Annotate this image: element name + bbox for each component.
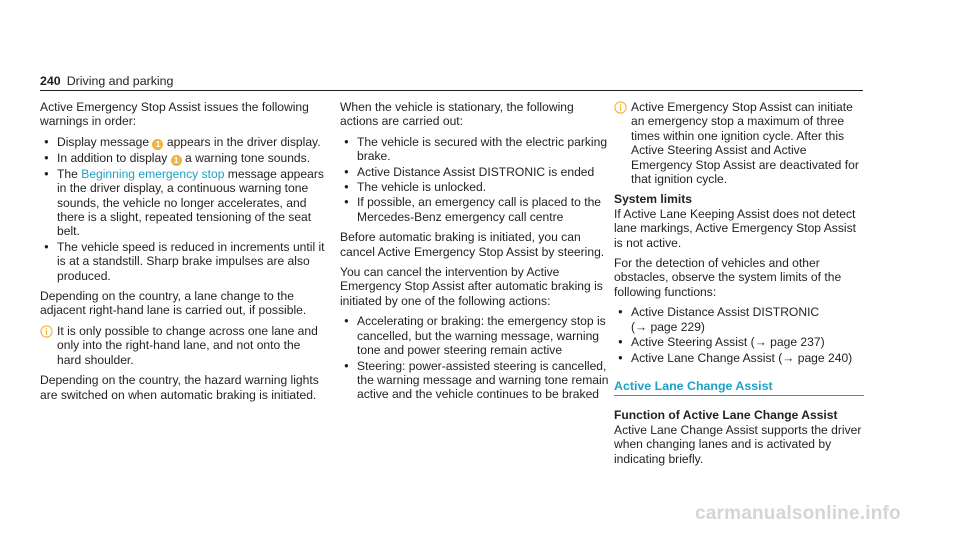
warnings-intro: Active Emergency Stop Assist issues the following warnings in order: xyxy=(40,100,309,129)
list-item: ● Active Lane Change Assist (→ page 240) xyxy=(614,351,864,365)
list-item: ● Active Steering Assist (→ page 237) xyxy=(614,335,864,349)
list-item: ● If possible, an emergency call is placed to the Mercedes-Benz emergency call centre xyxy=(340,195,610,224)
page-reference-link[interactable]: (→ page 240) xyxy=(778,350,853,365)
list-item: ● Accelerating or braking: the emergency stop is cancelled, but the warning message, warning tone and power steering remain active xyxy=(340,314,610,357)
list-item: ● The vehicle is secured with the electric parking brake. xyxy=(340,135,610,164)
column-1 xyxy=(40,100,327,408)
list-item: ● Active Distance Assist DISTRONIC is ended xyxy=(340,165,610,179)
list-item: ● In addition to display 1 a warning tone sounds. xyxy=(40,151,327,166)
list-item: ● Display message 1 appears in the driver display. xyxy=(40,135,327,150)
list-item: ● The vehicle is unlocked. xyxy=(340,180,610,194)
column-3 xyxy=(614,100,864,472)
page-reference-link[interactable]: (→ page 229) xyxy=(631,319,705,334)
list-item: ● Steering: power-assisted steering is cancelled, the warning message and warning tone remain active and the vehicle continues to be braked xyxy=(340,359,610,402)
column-2 xyxy=(340,100,610,408)
detection-paragraph: For the detection of vehicles and other obstacles, observe the system limits of the following functions: xyxy=(614,256,842,299)
note-block xyxy=(614,100,864,186)
number-badge: 1 xyxy=(152,139,163,150)
limits-paragraph: If Active Lane Keeping Assist does not detect lane markings, Active Emergency Stop Assist is not active. xyxy=(614,206,856,250)
list-item: ● Active Distance Assist DISTRONIC (→ page 229) xyxy=(614,305,864,334)
cancel-after-paragraph: You can cancel the intervention by Active Emergency Stop Assist after automatic braking is initiated by one of the following actions: xyxy=(340,265,603,308)
page-reference-link[interactable]: (→ page 237) xyxy=(750,335,825,350)
lane-change-paragraph: Depending on the country, a lane change to the adjacent right-hand lane is carried out, if possible. xyxy=(40,289,307,318)
chapter-title: Driving and parking xyxy=(66,74,174,88)
info-icon xyxy=(614,101,627,114)
hazard-paragraph: Depending on the country, the hazard warning lights are switched on when automatic braking is initiated. xyxy=(40,373,319,402)
functions-list xyxy=(614,305,864,365)
function-paragraph: Active Lane Change Assist supports the driver when changing lanes and is activated by indicating briefly. xyxy=(614,422,862,466)
section-title: Active Lane Change Assist xyxy=(614,379,864,396)
page-number: 240 xyxy=(40,74,61,88)
watermark: carmanualsonline.info xyxy=(695,503,901,524)
cancel-actions-list xyxy=(340,314,610,401)
warnings-list xyxy=(40,135,327,283)
info-icon xyxy=(40,325,53,338)
cancel-before-paragraph: Before automatic braking is initiated, you can cancel Active Emergency Stop Assist by steering. xyxy=(340,230,605,259)
function-heading: Function of Active Lane Change Assist xyxy=(614,408,838,423)
note-block xyxy=(40,324,327,367)
message-link[interactable]: Beginning emergency stop xyxy=(81,166,225,181)
note-text: Active Emergency Stop Assist can initiate an emergency stop a maximum of three times within one ignition cycle. After this Active Steering Assist and Active Emergency Stop Assist are deactivated for that ignition cycle. xyxy=(631,100,859,187)
list-item: ● The Beginning emergency stop message appears in the driver display, a continuous warning tone sounds, the vehicle no longer accelerates, and there is a slight, repeated tensioning of the seat belt. xyxy=(40,167,327,239)
system-limits-heading: System limits xyxy=(614,192,692,207)
number-badge: 1 xyxy=(171,155,182,166)
page-header xyxy=(40,74,863,91)
stationary-actions-list xyxy=(340,135,610,224)
stationary-intro: When the vehicle is stationary, the following actions are carried out: xyxy=(340,100,574,129)
note-text: It is only possible to change across one lane and only into the right-hand lane, and not onto the hard shoulder. xyxy=(57,323,318,367)
list-item: ● The vehicle speed is reduced in increments until it is at a standstill. Sharp brake impulses are also produced. xyxy=(40,240,327,283)
